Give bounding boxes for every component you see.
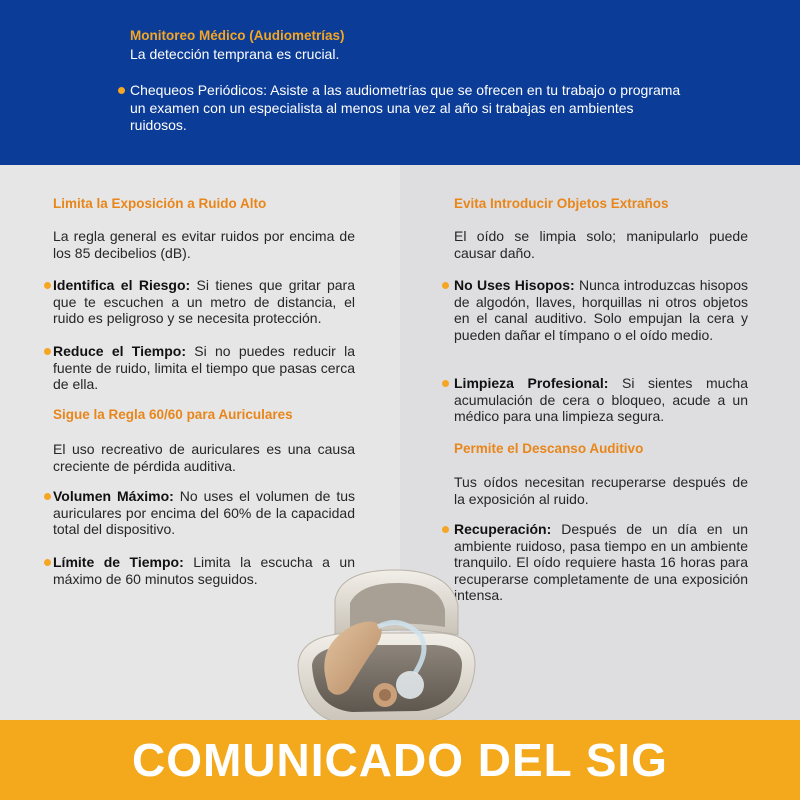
bullet-text: Si tienes que gritar para que te escuchen a un metro de distancia, el ruido es peligroso y se necesita protección. <box>53 277 356 326</box>
bullet-dot-icon <box>44 282 51 289</box>
section-lead: La detección temprana es crucial. <box>130 46 340 62</box>
intro-60-60-rule: El uso recreativo de auriculares es una causa creciente de pérdida auditiva. <box>53 441 355 474</box>
heading-auditory-rest: Permite el Descanso Auditivo <box>454 441 644 456</box>
bullet-periodic-checkups: Chequeos Periódicos: Asiste a las audiometrías que se ofrecen en tu trabajo o programa un examen con un especialista al menos una vez al año si trabajas en ambientes ruidosos. <box>130 82 681 133</box>
heading-limit-noise: Limita la Exposición a Ruido Alto <box>53 196 267 211</box>
section-title-medical-monitoring: Monitoreo Médico (Audiometrías) <box>130 28 345 43</box>
bullet-recovery <box>454 521 748 604</box>
bullet-text: Limita la escucha a un máximo de 60 minutos seguidos. <box>53 554 355 587</box>
intro-limit-noise: La regla general es evitar ruidos por encima de los 85 decibelios (dB). <box>53 228 355 261</box>
bullet-text: No uses el volumen de tus auriculares por encima del 60% de la capacidad total del dispositivo. <box>53 488 355 537</box>
intro-foreign-objects: El oído se limpia solo; manipularlo puede causar daño. <box>454 228 748 261</box>
bullet-dot-icon <box>118 87 125 94</box>
bullet-label: Recuperación: <box>454 521 552 537</box>
bullet-reduce-time <box>53 343 355 393</box>
bullet-dot-icon <box>442 282 449 289</box>
bullet-dot-icon <box>44 348 51 355</box>
bullet-text: Después de un día en un ambiente ruidoso, pasa tiempo en un ambiente tranquilo. El oído requiere hasta 16 horas para recuperarse completamente de una exposición intensa. <box>454 521 748 603</box>
heading-foreign-objects: Evita Introducir Objetos Extraños <box>454 196 669 211</box>
bullet-text: Si no puedes reducir la fuente de ruido, limita el tiempo que pasas cerca de ella. <box>53 343 355 392</box>
bullet-dot-icon <box>44 493 51 500</box>
hearing-aid-case-image <box>290 565 480 735</box>
heading-60-60-rule: Sigue la Regla 60/60 para Auriculares <box>53 407 293 422</box>
bullet-label: Reduce el Tiempo: <box>53 343 186 359</box>
bullet-identify-risk <box>53 277 355 327</box>
bullet-text: Nunca introduzcas hisopos de algodón, llaves, horquillas ni otros objetos en el canal auditivo. Solo empujan la cera y pueden dañar el tímpano o el oído medio. <box>454 277 748 343</box>
bullet-dot-icon <box>44 559 51 566</box>
bullet-label: Volumen Máximo: <box>53 488 174 504</box>
bullet-label: Límite de Tiempo: <box>53 554 184 570</box>
bullet-professional-cleaning <box>454 375 748 425</box>
bullet-no-swabs <box>454 277 748 343</box>
intro-auditory-rest: Tus oídos necesitan recuperarse después de la exposición al ruido. <box>454 474 748 507</box>
footer-banner <box>0 720 800 800</box>
bullet-max-volume <box>53 488 355 538</box>
bullet-text: Si sientes mucha acumulación de cera o bloqueo, acude a un médico para una limpieza segura. <box>454 375 748 424</box>
banner-title: COMUNICADO DEL SIG <box>132 734 668 786</box>
bullet-label: Identifica el Riesgo: <box>53 277 191 293</box>
bullet-label: No Uses Hisopos: <box>454 277 575 293</box>
bullet-dot-icon <box>442 380 449 387</box>
top-banner <box>0 0 800 165</box>
bullet-dot-icon <box>442 526 449 533</box>
bullet-label: Limpieza Profesional: <box>454 375 609 391</box>
